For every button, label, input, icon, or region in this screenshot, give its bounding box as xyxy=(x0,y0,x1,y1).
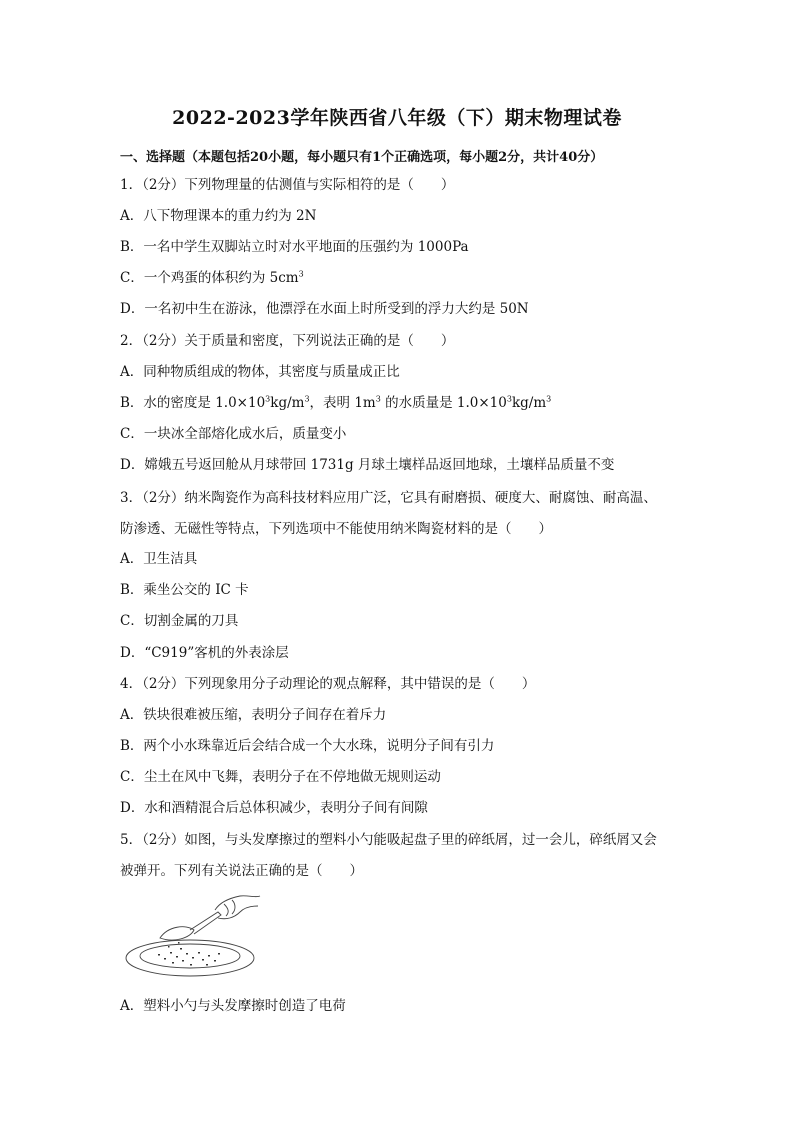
question-1-option-c xyxy=(120,269,304,287)
question-5-stem-line-2: 被弹开。下列有关说法正确的是（ ） xyxy=(120,863,363,879)
question-2-stem: 2．（2分）关于质量和密度，下列说法正确的是（ ） xyxy=(120,333,455,349)
exam-title: 2022-2023学年陕西省八年级（下）期末物理试卷 xyxy=(172,107,622,129)
question-3-option-c: C．切割金属的刀具 xyxy=(120,613,239,629)
question-3-option-d: D．“C919”客机的外表涂层 xyxy=(120,645,289,661)
question-4-option-a: A．铁块很难被压缩，表明分子间存在着斥力 xyxy=(120,707,387,723)
option-text: kg/m xyxy=(511,395,547,411)
question-4-option-c: C．尘土在风中飞舞，表明分子在不停地做无规则运动 xyxy=(120,769,441,785)
superscript: 3 xyxy=(506,394,512,404)
question-2-option-c: C．一块冰全部熔化成水后，质量变小 xyxy=(120,426,347,442)
question-1-option-b: B．一名中学生双脚站立时对水平地面的压强约为 1000Pa xyxy=(120,239,469,255)
option-text: ，表明 1m xyxy=(309,395,376,411)
superscript: 3 xyxy=(304,394,310,404)
question-4-stem: 4．（2分）下列现象用分子动理论的观点解释，其中错误的是（ ） xyxy=(120,676,536,692)
option-text: 的水质量是 1.0×10 xyxy=(380,395,507,411)
question-3-stem-line-1: 3．（2分）纳米陶瓷作为高科技材料应用广泛，它具有耐磨损、硬度大、耐腐蚀、耐高温、 xyxy=(120,490,657,506)
superscript: 3 xyxy=(265,394,271,404)
hand xyxy=(215,896,260,919)
spoon-handle xyxy=(190,912,221,934)
option-text: B．水的密度是 1.0×10 xyxy=(120,395,266,411)
question-1-stem: 1．（2分）下列物理量的估测值与实际相符的是（ ） xyxy=(120,177,455,193)
question-5-stem-line-1: 5．（2分）如图，与头发摩擦过的塑料小勺能吸起盘子里的碎纸屑，过一会儿，碎纸屑又会 xyxy=(120,832,657,848)
question-4-option-b: B．两个小水珠靠近后会结合成一个大水珠，说明分子间有引力 xyxy=(120,738,495,754)
question-1-option-a: A．八下物理课本的重力约为 2N xyxy=(120,208,317,224)
question-2-option-b xyxy=(120,394,551,412)
question-3-option-a: A．卫生洁具 xyxy=(120,551,198,567)
option-text: kg/m xyxy=(270,395,305,411)
question-3-option-b: B．乘坐公交的 IC 卡 xyxy=(120,582,249,598)
question-2-option-a: A．同种物质组成的物体，其密度与质量成正比 xyxy=(120,364,400,380)
section-heading: 一、选择题（本题包括20小题，每小题只有1个正确选项，每小题2分，共计40分） xyxy=(120,150,604,165)
spoon-plate-figure xyxy=(120,890,270,985)
question-5-option-a: A．塑料小勺与头发摩擦时创造了电荷 xyxy=(120,998,346,1014)
spoon-bowl xyxy=(160,927,194,940)
superscript: 3 xyxy=(546,394,552,404)
question-3-stem-line-2: 防渗透、无磁性等特点，下列选项中不能使用纳米陶瓷材料的是（ ） xyxy=(120,521,552,537)
question-4-option-d: D．水和酒精混合后总体积减少，表明分子间有间隙 xyxy=(120,800,428,816)
superscript: 3 xyxy=(298,269,304,279)
superscript: 3 xyxy=(375,394,381,404)
question-1-option-d: D．一名初中生在游泳，他漂浮在水面上时所受到的浮力大约是 50N xyxy=(120,301,529,317)
option-text: C．一个鸡蛋的体积约为 5cm xyxy=(120,270,299,286)
plate-outer-rim xyxy=(126,940,254,976)
question-2-option-d: D．嫦娥五号返回舱从月球带回 1731g 月球土壤样品返回地球，土壤样品质量不变 xyxy=(120,457,615,473)
